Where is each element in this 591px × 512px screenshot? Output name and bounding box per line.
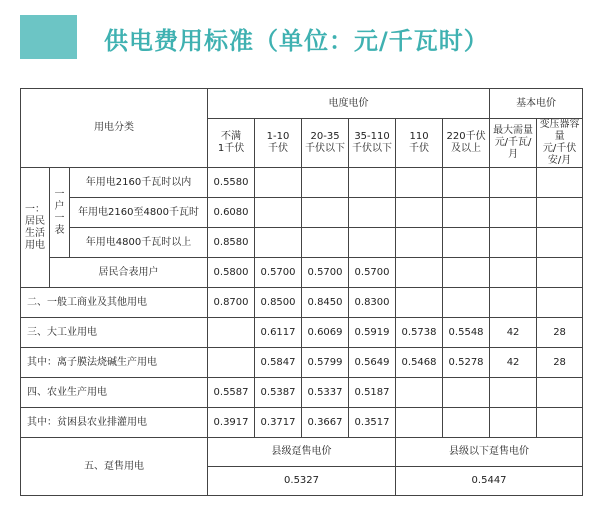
- price-cell: [537, 258, 583, 288]
- price-cell: 0.5919: [349, 318, 396, 348]
- price-cell: 0.6117: [255, 318, 302, 348]
- category-header: 用电分类: [21, 89, 208, 168]
- table-row: [21, 378, 583, 408]
- price-cell: [255, 198, 302, 228]
- county-price-header: 县级趸售电价: [208, 438, 396, 467]
- price-cell: 0.5580: [208, 168, 255, 198]
- residential-group-label: 一： 居民 生活 用电: [21, 168, 50, 288]
- price-cell: 0.6069: [302, 318, 349, 348]
- price-cell: [443, 288, 490, 318]
- price-cell: 42: [490, 318, 537, 348]
- price-cell: [490, 228, 537, 258]
- price-cell: [490, 288, 537, 318]
- price-cell: 0.5187: [349, 378, 396, 408]
- price-cell: [537, 168, 583, 198]
- basic-demand-header: 最大需量 元/千瓦/月: [490, 119, 537, 168]
- price-cell: [490, 378, 537, 408]
- below-county-price-value: 0.5447: [396, 467, 583, 496]
- price-cell: [302, 228, 349, 258]
- price-cell: [396, 228, 443, 258]
- price-cell: 0.8450: [302, 288, 349, 318]
- row-label: 其中：离子膜法烧碱生产用电: [21, 348, 208, 378]
- basic-price-header: 基本电价: [490, 89, 583, 119]
- price-cell: 0.5799: [302, 348, 349, 378]
- price-cell: 0.8300: [349, 288, 396, 318]
- price-cell: 0.3667: [302, 408, 349, 438]
- price-cell: 0.3517: [349, 408, 396, 438]
- price-cell: [396, 168, 443, 198]
- price-cell: 0.3717: [255, 408, 302, 438]
- title-accent-block: [20, 15, 77, 59]
- price-cell: [349, 198, 396, 228]
- wholesale-header-row: [21, 438, 583, 467]
- energy-price-header: 电度电价: [208, 89, 490, 119]
- price-cell: [255, 228, 302, 258]
- price-cell: [396, 408, 443, 438]
- price-cell: 0.5468: [396, 348, 443, 378]
- table-row: [21, 228, 583, 258]
- price-cell: [349, 168, 396, 198]
- price-cell: 0.5738: [396, 318, 443, 348]
- price-cell: 0.8580: [208, 228, 255, 258]
- price-cell: [255, 168, 302, 198]
- price-cell: [443, 258, 490, 288]
- table-row: [21, 168, 583, 198]
- row-label: 年用电2160至4800千瓦时: [70, 198, 208, 228]
- price-cell: 28: [537, 318, 583, 348]
- row-label: 三、大工业用电: [21, 318, 208, 348]
- price-cell: 0.5649: [349, 348, 396, 378]
- price-cell: [349, 228, 396, 258]
- bracket-header: 220千伏 及以上: [443, 119, 490, 168]
- price-cell: [208, 348, 255, 378]
- price-cell: [490, 168, 537, 198]
- tariff-table: [20, 88, 583, 496]
- price-cell: 0.5700: [255, 258, 302, 288]
- price-cell: [537, 288, 583, 318]
- basic-capacity-header: 变压器容量 元/千伏安/月: [537, 119, 583, 168]
- row-label: 年用电4800千瓦时以上: [70, 228, 208, 258]
- price-cell: 0.5548: [443, 318, 490, 348]
- price-cell: 0.5700: [302, 258, 349, 288]
- price-cell: [396, 198, 443, 228]
- price-cell: [537, 198, 583, 228]
- row-label: 四、农业生产用电: [21, 378, 208, 408]
- price-cell: [490, 408, 537, 438]
- price-cell: 28: [537, 348, 583, 378]
- price-cell: [443, 228, 490, 258]
- price-cell: [396, 258, 443, 288]
- price-cell: [490, 198, 537, 228]
- table-row: [21, 258, 583, 288]
- row-label: 年用电2160千瓦时以内: [70, 168, 208, 198]
- row-label: 其中：贫困县农业排灌用电: [21, 408, 208, 438]
- header-row-1: [21, 89, 583, 119]
- price-cell: 0.5587: [208, 378, 255, 408]
- bracket-header: 35-110 千伏以下: [349, 119, 396, 168]
- price-cell: [302, 168, 349, 198]
- price-cell: [537, 228, 583, 258]
- price-cell: 0.5700: [349, 258, 396, 288]
- price-cell: 0.8700: [208, 288, 255, 318]
- bracket-header: 110 千伏: [396, 119, 443, 168]
- price-cell: 0.3917: [208, 408, 255, 438]
- price-cell: 0.5800: [208, 258, 255, 288]
- price-cell: [537, 408, 583, 438]
- price-cell: [537, 378, 583, 408]
- bracket-header: 1-10 千伏: [255, 119, 302, 168]
- bracket-header: 20-35 千伏以下: [302, 119, 349, 168]
- price-cell: [443, 198, 490, 228]
- row-label: 居民合表用户: [50, 258, 208, 288]
- price-cell: 0.5847: [255, 348, 302, 378]
- row-label: 二、一般工商业及其他用电: [21, 288, 208, 318]
- price-cell: 0.5278: [443, 348, 490, 378]
- price-cell: [443, 408, 490, 438]
- price-cell: 0.6080: [208, 198, 255, 228]
- price-cell: 0.5337: [302, 378, 349, 408]
- below-county-price-header: 县级以下趸售电价: [396, 438, 583, 467]
- county-price-value: 0.5327: [208, 467, 396, 496]
- price-cell: [490, 258, 537, 288]
- table-row: [21, 348, 583, 378]
- table-row: [21, 318, 583, 348]
- single-meter-label: 一 户 一 表: [50, 168, 70, 258]
- table-row: [21, 408, 583, 438]
- wholesale-label: 五、趸售用电: [21, 438, 208, 496]
- table-row: [21, 198, 583, 228]
- price-cell: [443, 378, 490, 408]
- table-row: [21, 288, 583, 318]
- price-cell: [396, 288, 443, 318]
- price-cell: 42: [490, 348, 537, 378]
- price-cell: 0.8500: [255, 288, 302, 318]
- price-cell: [443, 168, 490, 198]
- bracket-header: 不满 1千伏: [208, 119, 255, 168]
- price-cell: [302, 198, 349, 228]
- price-cell: 0.5387: [255, 378, 302, 408]
- title-bar: [20, 15, 564, 59]
- price-cell: [208, 318, 255, 348]
- price-cell: [396, 378, 443, 408]
- page-title: 供电费用标准（单位：元/千瓦时）: [104, 27, 489, 55]
